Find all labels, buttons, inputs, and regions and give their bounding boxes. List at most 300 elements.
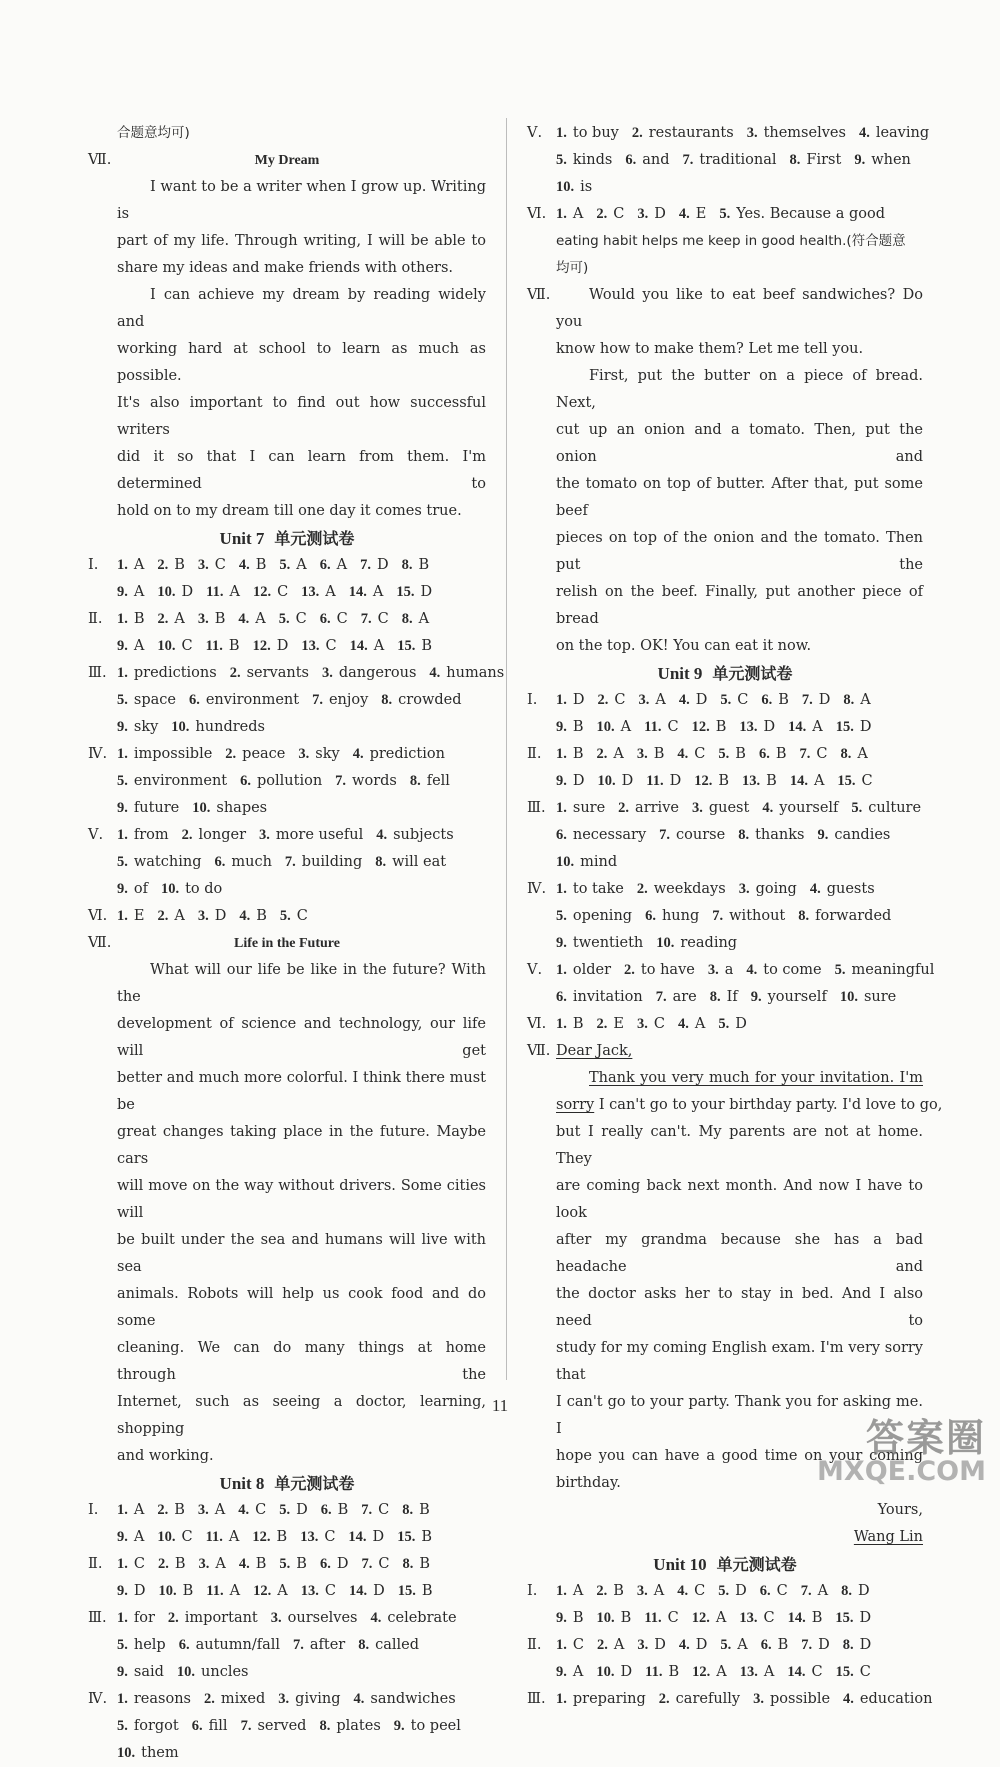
roman-numeral: Ⅲ. [88,665,107,681]
answer-item [788,719,823,735]
answer-item [349,1583,385,1599]
unit7-section-1 [88,552,486,606]
answer-row [527,768,923,795]
item-number: 13. [300,1583,319,1599]
item-answer: D [695,1637,708,1653]
item-number: 5. [279,557,291,573]
item-number: 2. [624,962,635,978]
item-answer: said [133,1664,164,1680]
answer-item [230,665,309,681]
item-answer: A [174,611,185,627]
item-answer: B [735,746,746,762]
text-line: cleaning. We can do many things at home through the [117,1340,486,1383]
letter-greeting: Dear Jack, [556,1043,633,1059]
answer-item [361,1556,389,1572]
item-answer: fill [208,1718,228,1734]
answer-row [88,1740,486,1767]
answer-item [182,827,246,843]
item-answer: B [421,638,432,654]
answer-item [157,584,193,600]
item-number: 3. [638,692,650,708]
answer-item [720,1637,747,1653]
item-number: 1. [117,746,128,762]
item-answer: sky [315,746,340,762]
item-number: 3. [753,1691,764,1707]
item-answer: B [777,1637,789,1653]
item-number: 15. [837,773,856,789]
item-answer: A [613,746,624,762]
item-answer: D [621,773,634,789]
roman-numeral: Ⅰ. [88,1502,99,1518]
answer-item [206,638,240,654]
item-number: 5. [720,1637,732,1653]
item-answer: carefully [675,1691,741,1707]
answer-item [117,800,179,816]
item-number: 3. [197,557,209,573]
item-answer: A [812,719,823,735]
item-answer: D [372,1529,385,1545]
item-number: 10. [176,1664,196,1680]
unit-label: Unit 9 [657,664,703,683]
item-answer: preparing [572,1691,646,1707]
item-answer: from [133,827,169,843]
answer-item [645,908,699,924]
answer-item [279,1502,308,1518]
answer-item [117,854,201,870]
item-number: 1. [556,746,567,762]
item-number: 12. [691,719,710,735]
unit8-section-5 [527,120,930,201]
item-number: 6. [758,746,770,762]
item-number: 14. [349,638,368,654]
item-number: 5. [556,908,567,924]
answer-item [239,908,267,924]
item-answer: A [763,1664,775,1680]
item-answer: much [231,854,272,870]
item-answer: thanks [755,827,805,843]
item-number: 8. [789,152,801,168]
item-answer: without [729,908,786,924]
item-number: 6. [556,827,567,843]
item-number: 9. [117,1664,128,1680]
item-number: 2. [157,1556,169,1572]
item-answer: B [653,746,665,762]
answer-item [271,1610,358,1626]
item-answer: A [817,1583,829,1599]
item-number: 5. [834,962,846,978]
item-number: 10. [597,773,616,789]
answer-item [117,665,217,681]
item-answer: sure [863,989,897,1005]
answer-row [88,903,486,930]
item-answer: D [818,1637,830,1653]
item-number: 2. [203,1691,215,1707]
item-number: 4. [353,1691,365,1707]
item-number: 9. [117,1529,128,1545]
item-answer: A [372,584,384,600]
item-answer: when [871,152,911,168]
item-number: 6. [319,611,331,627]
answer-item [597,1016,624,1032]
answer-item [759,746,787,762]
item-number: 14. [348,1529,367,1545]
answer-item [300,1529,335,1545]
answer-item [556,989,643,1005]
item-number: 2. [596,1583,608,1599]
item-number: 7. [801,1637,813,1653]
item-number: 8. [319,1718,331,1734]
item-number: 8. [401,557,413,573]
answer-item [198,1502,225,1518]
item-number: 7. [240,1718,252,1734]
item-answer: B [133,611,145,627]
item-number: 10. [556,854,575,870]
item-answer: invitation [572,989,643,1005]
answer-item [761,1637,789,1653]
item-answer: themselves [763,125,846,141]
item-answer: D [735,1016,747,1032]
item-number: 8. [840,746,852,762]
item-number: 4. [239,908,251,924]
item-answer: traditional [699,152,777,168]
item-answer: A [694,1016,706,1032]
item-number: 3. [259,827,270,843]
item-answer: A [613,1637,625,1653]
answer-item [810,881,875,897]
roman-numeral: Ⅲ. [527,800,546,816]
answer-item [751,989,827,1005]
item-number: 4. [370,1610,382,1626]
answer-item [798,908,891,924]
answer-item [837,773,872,789]
unit8-section-4 [88,1686,486,1767]
item-number: 2. [596,1637,608,1653]
item-answer: B [572,1610,584,1626]
item-number: 2. [596,1016,608,1032]
item-answer: D [181,584,194,600]
item-answer: environment [133,773,228,789]
answer-item [198,908,227,924]
item-answer: them [141,1745,179,1761]
answer-item [790,773,825,789]
item-number: 7. [682,152,694,168]
item-number: 8. [381,692,393,708]
item-number: 1. [117,908,128,924]
item-answer: A [214,1502,226,1518]
unit8-s6-line3: 均可) [556,260,589,276]
answer-item [597,746,624,762]
text-line: First, put the butter on a piece of bread. Next, [556,368,923,411]
answer-row [88,795,486,822]
answer-row [88,768,486,795]
item-number: 6. [191,1718,203,1734]
item-answer: D [818,692,831,708]
item-number: 2. [229,665,241,681]
item-number: 7. [360,611,372,627]
item-number: 13. [742,773,761,789]
answer-item [117,1610,155,1626]
answer-item [632,125,734,141]
item-answer: C [613,206,625,222]
answer-item [157,1502,185,1518]
answer-row [527,174,923,201]
answer-item [335,773,397,789]
item-number: 4. [678,206,690,222]
item-answer: B [255,557,267,573]
item-answer: D [669,773,682,789]
answer-row [88,687,486,714]
item-number: 15. [397,1529,416,1545]
item-number: 5. [279,908,291,924]
item-number: 15. [396,584,415,600]
answer-item [252,1529,287,1545]
text-line: share my ideas and make friends with others. [117,260,454,276]
item-number: 1. [117,611,128,627]
item-number: 4. [762,800,774,816]
answer-item [410,773,450,789]
answer-item [841,1583,870,1599]
answer-item [556,1691,646,1707]
answer-item [556,719,584,735]
item-number: 10. [596,1664,615,1680]
text-line: great changes taking place in the future. Maybe cars [117,1124,486,1167]
answer-item [836,719,872,735]
item-number: 3. [691,800,703,816]
item-answer: A [228,1529,240,1545]
text-line: but I really can't. My parents are not at home. They [556,1124,923,1167]
item-answer: servants [246,665,309,681]
item-answer: D [654,206,666,222]
letter-greeting-line [527,1038,923,1065]
answer-item [720,692,748,708]
item-answer: shapes [216,800,268,816]
item-answer: A [133,584,145,600]
item-number: 7. [335,773,347,789]
item-answer: C [324,1529,336,1545]
essay-my-dream-p2 [88,282,486,525]
answer-item [397,1529,432,1545]
item-number: 10. [157,584,176,600]
item-number: 2. [596,206,608,222]
unit9-section-2 [527,741,923,795]
item-answer: D [276,638,289,654]
item-answer: to peel [410,1718,461,1734]
roman-numeral: Ⅳ. [88,746,108,762]
item-number: 2. [167,1610,179,1626]
item-answer: B [174,1502,185,1518]
unit8-essay-header [527,282,923,309]
text-line: development of science and technology, our life will get [117,1016,486,1059]
item-number: 5. [556,152,567,168]
answer-row [527,741,923,768]
answer-item [637,206,666,222]
answer-item [843,1637,872,1653]
unit9-section-6 [527,1011,923,1038]
answer-item [835,1610,871,1626]
answer-item [117,638,144,654]
item-number: 5. [718,1583,730,1599]
answer-item [556,1016,584,1032]
item-answer: B [337,1502,349,1518]
item-answer: A [572,1664,584,1680]
answer-item [556,800,605,816]
item-answer: twentieth [572,935,644,951]
item-answer: meaningful [851,962,935,978]
answer-item [840,746,867,762]
answer-row [527,822,923,849]
item-answer: B [572,1016,584,1032]
item-answer: of [133,881,148,897]
item-number: 15. [835,719,854,735]
unit-subtitle: 单元测试卷 [712,664,793,683]
item-number: 7. [801,692,813,708]
item-number: 10. [596,719,615,735]
item-answer: D [420,584,433,600]
item-answer: B [715,719,727,735]
item-answer: Yes. Because a good [736,206,886,222]
item-number: 9. [556,1610,567,1626]
unit8-s6-line2: eating habit helps me keep in good health.(符合题意 [556,233,906,249]
answer-item [171,719,265,735]
item-answer: B [572,746,584,762]
text-line: Would you like to eat beef sandwiches? Do you [556,287,923,330]
text-line: It's also important to find out how successful writers [117,395,486,438]
answer-item [739,719,775,735]
item-number: 7. [655,989,667,1005]
essay-title: Life in the Future [234,936,340,951]
item-number: 7. [659,827,671,843]
item-answer: A [737,1637,748,1653]
answer-item [739,881,797,897]
item-answer: E [613,1016,624,1032]
item-number: 6. [625,152,637,168]
item-answer: A [857,746,868,762]
answer-item [597,719,632,735]
text-line: I can achieve my dream by reading widely and [117,287,486,330]
answer-item [214,854,271,870]
roman-numeral: Ⅵ. [527,206,547,222]
answer-row [88,633,486,660]
answer-item [157,557,185,573]
answer-row [527,147,923,174]
item-answer: C [255,1502,267,1518]
answer-item [817,827,890,843]
unit10-section-2 [527,1632,923,1686]
unit-subtitle: 单元测试卷 [274,1474,355,1493]
text-line: Internet, such as seeing a doctor, learning, shopping [117,1394,486,1437]
item-number: 4. [238,611,250,627]
item-number: 5. [851,800,863,816]
item-answer: First [806,152,842,168]
unit8-section-1 [88,1497,486,1551]
item-number: 5. [720,692,732,708]
item-answer: pollution [257,773,323,789]
item-number: 9. [117,638,128,654]
answer-item [238,611,265,627]
item-number: 2. [181,827,193,843]
item-number: 6. [320,1502,332,1518]
item-answer: subjects [393,827,454,843]
item-number: 9. [556,719,567,735]
answer-item [397,638,432,654]
item-number: 1. [556,125,567,141]
item-number: 4. [809,881,821,897]
item-answer: B [182,1583,194,1599]
watermark-bottom: MXQE.COM [817,1456,986,1487]
unit-label: Unit 10 [653,1555,707,1574]
item-number: 14. [787,1610,806,1626]
answer-item [679,692,708,708]
item-answer: B [419,1556,430,1572]
item-number: 13. [301,638,320,654]
item-number: 12. [694,773,713,789]
item-number: 1. [556,1637,567,1653]
item-number: 5. [117,1718,128,1734]
item-answer: giving [295,1691,341,1707]
answer-item [718,1016,747,1032]
item-number: 2. [596,746,608,762]
item-answer: A [373,638,385,654]
item-number: 14. [348,584,367,600]
answer-row [527,876,923,903]
unit-9-title [527,660,923,687]
item-answer: A [572,1583,584,1599]
answer-row [527,957,935,984]
unit10-section-1 [527,1578,923,1632]
answer-item [753,1691,830,1707]
item-number: 3. [637,206,649,222]
item-answer: C [811,1664,823,1680]
item-answer: A [572,206,584,222]
item-number: 8. [841,1583,852,1599]
item-answer: C [667,1610,679,1626]
unit-label: Unit 8 [219,1474,265,1493]
answer-item [301,1583,336,1599]
answer-item [598,773,634,789]
answer-item [240,773,322,789]
answer-item [556,1583,583,1599]
answer-item [710,989,738,1005]
item-number: 8. [375,854,387,870]
item-answer: D [373,1583,385,1599]
item-answer: D [296,1502,308,1518]
answer-item [678,1016,705,1032]
text-line: working hard at school to learn as much as possible. [117,341,486,384]
item-number: 9. [556,1664,567,1680]
answer-item [692,719,727,735]
item-answer: C [861,773,873,789]
answer-item [556,152,612,168]
answer-item [206,584,240,600]
answer-item [158,611,185,627]
item-answer: impossible [133,746,213,762]
item-number: 12. [252,638,271,654]
answer-item [739,1610,774,1626]
answer-item [253,584,288,600]
answer-row [527,795,923,822]
item-number: 4. [843,1691,854,1707]
item-answer: guests [826,881,875,897]
item-number: 13. [300,1529,319,1545]
item-answer: A [133,557,145,573]
item-answer: D [572,773,585,789]
item-answer: plates [336,1718,381,1734]
answer-item [556,746,584,762]
answer-item [402,1556,430,1572]
item-number: 10. [839,989,858,1005]
item-number: 8. [842,1637,854,1653]
item-number: 10. [556,179,575,195]
